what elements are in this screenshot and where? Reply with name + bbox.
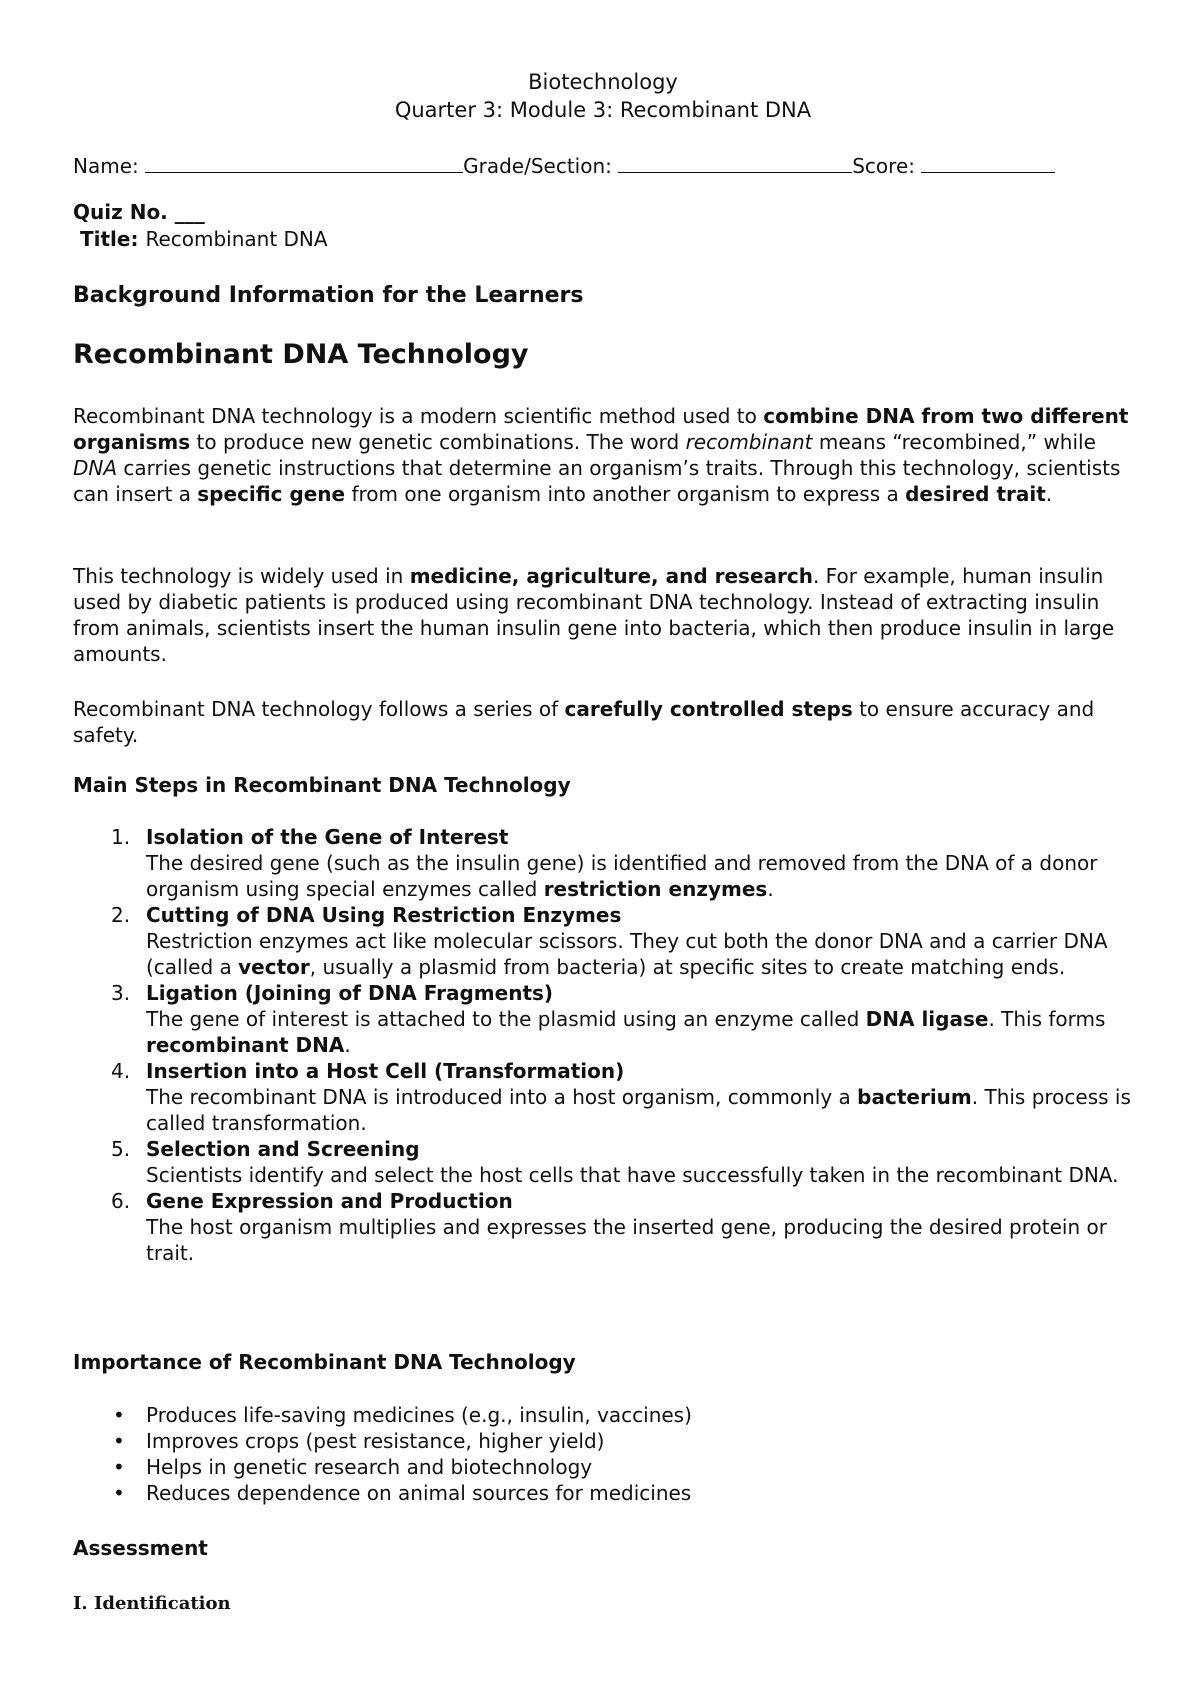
steps-list xyxy=(73,824,1138,1266)
bullet-icon: • xyxy=(113,1429,125,1453)
score-label: Score: xyxy=(852,154,922,178)
background-heading: Background Information for the Learners xyxy=(73,283,584,308)
bullet-icon: • xyxy=(113,1481,125,1505)
quiz-title xyxy=(80,227,328,251)
quiz-title-value: Recombinant DNA xyxy=(145,227,328,251)
quiz-number: Quiz No. ___ xyxy=(73,200,205,224)
step-number: 4. xyxy=(111,1059,131,1083)
importance-list xyxy=(73,1402,692,1506)
identification-heading: I. Identification xyxy=(73,1593,231,1614)
grade-section-field[interactable] xyxy=(618,154,852,173)
step-item: 6. Gene Expression and Production The host organism multiplies and expresses the inserted gene, producing the desired protein or trait. xyxy=(73,1188,1138,1266)
step-item: 2. Cutting of DNA Using Restriction Enzymes Restriction enzymes act like molecular scissors. They cut both the donor DNA and a carrier DNA (called a vector, usually a plasmid from bacteria) at specific sites to create matching ends. xyxy=(73,902,1138,980)
list-item: • Helps in genetic research and biotechnology xyxy=(113,1455,593,1479)
step-title: Ligation (Joining of DNA Fragments) xyxy=(146,981,554,1005)
grade-section-label: Grade/Section: xyxy=(463,154,619,178)
bullet-icon: • xyxy=(113,1403,125,1427)
step-title: Isolation of the Gene of Interest xyxy=(146,825,509,849)
step-title: Selection and Screening xyxy=(146,1137,420,1161)
subject-title: Biotechnology xyxy=(528,70,678,94)
step-number: 6. xyxy=(111,1189,131,1213)
module-title: Quarter 3: Module 3: Recombinant DNA xyxy=(394,98,812,122)
student-fields xyxy=(73,154,1055,178)
list-item: • Produces life-saving medicines (e.g., insulin, vaccines) xyxy=(113,1403,692,1427)
importance-heading: Importance of Recombinant DNA Technology xyxy=(73,1350,576,1374)
step-item: 3. Ligation (Joining of DNA Fragments) The gene of interest is attached to the plasmid using an enzyme called DNA ligase. This forms recombinant DNA. xyxy=(73,980,1138,1058)
main-heading: Recombinant DNA Technology xyxy=(73,339,529,370)
step-title: Gene Expression and Production xyxy=(146,1189,513,1213)
step-title: Insertion into a Host Cell (Transformation) xyxy=(146,1059,625,1083)
assessment-heading: Assessment xyxy=(73,1536,208,1560)
bullet-icon: • xyxy=(113,1455,125,1479)
steps-intro-paragraph: Recombinant DNA technology follows a series of carefully controlled steps to ensure accuracy and safety. xyxy=(73,697,1095,747)
step-item: 1. Isolation of the Gene of Interest The desired gene (such as the insulin gene) is identified and removed from the DNA of a donor organism using special enzymes called restriction enzymes. xyxy=(73,824,1138,902)
step-number: 5. xyxy=(111,1137,131,1161)
name-field[interactable] xyxy=(145,154,463,173)
step-number: 1. xyxy=(111,825,131,849)
steps-heading: Main Steps in Recombinant DNA Technology xyxy=(73,773,571,797)
step-number: 2. xyxy=(111,903,131,927)
step-number: 3. xyxy=(111,981,131,1005)
quiz-title-label: Title: xyxy=(80,227,146,251)
list-item: • Reduces dependence on animal sources for medicines xyxy=(113,1481,692,1505)
score-field[interactable] xyxy=(921,154,1055,173)
applications-paragraph: This technology is widely used in medicine, agriculture, and research. For example, human insulin used by diabetic patients is produced using recombinant DNA technology. Instead of extracting insulin from animals, scientists insert the human insulin gene into bacteria, which then produce insulin in large amounts. xyxy=(73,564,1115,666)
intro-paragraph: Recombinant DNA technology is a modern scientific method used to combine DNA from two different organisms to produce new genetic combinations. The word recombinant means “recombined,” while DNA carries genetic instructions that determine an organism’s traits. Through this technology, scientists can insert a specific gene from one organism into another organism to express a desired trait. xyxy=(73,404,1129,506)
list-item: • Improves crops (pest resistance, higher yield) xyxy=(113,1429,605,1453)
name-label: Name: xyxy=(73,154,146,178)
step-title: Cutting of DNA Using Restriction Enzymes xyxy=(146,903,622,927)
step-item: 4. Insertion into a Host Cell (Transformation) The recombinant DNA is introduced into a host organism, commonly a bacterium. This process is called transformation. xyxy=(73,1058,1138,1136)
step-item: 5. Selection and Screening Scientists identify and select the host cells that have successfully taken in the recombinant DNA. xyxy=(73,1136,1138,1188)
